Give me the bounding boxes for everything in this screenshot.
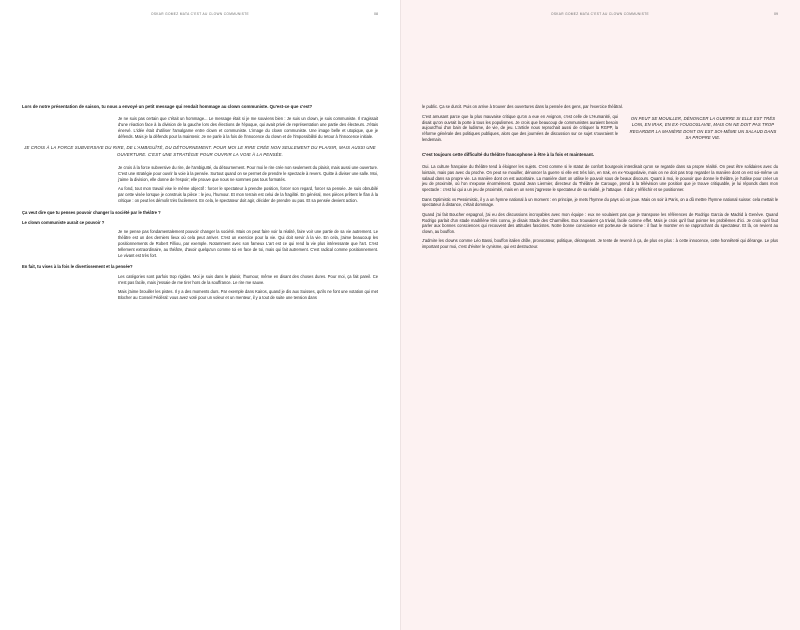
paragraph: Les catégories sont parfois trop rigides. Moi je suis dans le plaisir, l'humour, même en disant des choses dures. Pour moi, ça fait pareil. Ce n'est pas facile, mais j'essaie de me tirer hors de la souffrance. Le rire me sauve. (118, 274, 378, 286)
pull-quote-right-wrap (628, 116, 778, 142)
paragraph: Mais j'aime brouiller les pistes. Il y a des moments durs. Par exemple dans Kairos, quand je dis aux Suisses, qu'ils ne font une votation qui met Blocher au Conseil Fédéral: vous avez voté pour un voleur et un menteur, il y a tout de suite une tension dans (118, 289, 378, 301)
right-page-content (422, 104, 778, 604)
running-head-left: OSKAR GOMEZ MATA C'EST AU CLOWN COMMUNISTE (150, 12, 249, 16)
pull-quote-left: JE CROIS À LA FORCE SUBVERSIVE DU RIRE, DE L'AMBIGUÏTÉ, DU DÉTOURNEMENT. POUR MOI LE RIRE CRÉE NON SEULEMENT DU PLAISIR, MAIS AUSSI UNE OUVERTURE. C'EST UNE STRATÉGIE POUR OUVRIR LA VOIE À LA PENSÉE. (24, 145, 376, 157)
page-gutter (400, 0, 401, 630)
question-1: Lors de notre présentation de saison, tu nous a envoyé un petit message qui rendait hommage au clown communiste. Qu'est-ce que c'est? (22, 104, 313, 109)
intro-flow (422, 104, 778, 147)
right-column (422, 104, 778, 250)
folio-right: 09 (774, 12, 778, 16)
page-right (400, 0, 800, 630)
question-2: Ça veut dire que tu penses pouvoir changer la société par le théâtre ? (22, 209, 161, 215)
running-head-right: OSKAR GOMEZ MATA C'EST AU CLOWN COMMUNISTE (550, 12, 649, 16)
paragraph: C'est amusant parce que la plus mauvaise critique qu'on a eue en Avignon, c'est celle de L'Humanité, qui disait qu'on ouvrait la porte à tous les populismes. Je crois que beaucoup de communistes auraient besoin aujourd'hui d'un bain de ludisme, de vie, de jeu. L'article nous reprochait aussi de critiquer la RGPP, la réforme générale des politiques publiques, alors que des journées de discussion sur ce sujet s'ouvraient le lendemain. (422, 113, 618, 143)
paragraph: Dans Optimistic vs Pessimistic, il y a un hymne national à un moment : en principe, je mets l'hymne du pays où on joue. Mais on soir à Paris, on a dû mettre l'hymne national suisse: cela mettait le spectateur à distance, c'était dommage. (422, 196, 778, 208)
answer-4 (118, 274, 378, 301)
left-page-content (22, 104, 378, 604)
answer-2 (118, 165, 378, 203)
paragraph: le public. Ça se durcit. Puis on arrive à trouver des ouvertures dans la pensée des gens, par l'exercice théâtral. (422, 104, 623, 109)
paragraph: Quand j'ai fait Boucher espagnol, j'ai eu des discussions incroyables avec mon équipe : eux ne voulaient pas que je transpose les références de Rodrigo Garcia de Madrid à Genève. Quand Rodrigo parlait d'un stade madrilène très connu, je disais Stade des Charmilles. Eux trouvaient ça trivial, facile comme effet. Mais je crois qu'il faut pointer les problèmes d'ici. Je crois qu'il faut parler aux bonnes consciences qui recouvent des attitudes fascistes. Notre bonne conscience est porteuse de racisme : il faut le montrer en se rapprochant du spectateur. Et là, on revient au clown, au bouffon. (422, 211, 778, 235)
folio-left: 08 (374, 12, 378, 16)
paragraph: Je ne pense pas fondamentalement pouvoir changer la société. Mais on peut faire voir la réalité, faire voir une partie de sa vie autrement. Le théâtre est un des derniers lieux où cela peut arriver. C'est un exercice pour la vie. Qui doit servir à la vie. En cela, j'aime beaucoup les positionnements de Robert Filliou, par exemple. Notamment avec son fameux L'art est ce qui rend la vie plus intéressante que l'art. C'est tellement extraordinaire, au théâtre, d'avoir quelqu'un comme toi en face de toi, mais qui fait autrement. C'est radical comme positionnement. Le vivant est très fort. (118, 229, 378, 258)
left-column (22, 104, 378, 301)
question-right-1: C'est toujours cette difficulté du théâtre francophone à être à la fois et maintenant. (422, 151, 595, 157)
question-4: En fait, tu vises à la fois le divertissement et la pensée? (22, 264, 133, 270)
pull-quote-right: ON PEUT SE MOUILLER, DÉNONCER LA GUERRE SI ELLE EST TRÈS LOIN, EN IRAK, EN EX-YOUGOSLAVIE, MAIS ON NE DOIT PAS TROP REGARDER LA MANIÈRE DONT ON EST SOI-MÊME UN SALAUD DANS SA PROPRE VIE. (629, 115, 777, 140)
answer-3 (118, 229, 378, 258)
answer-1 (118, 116, 378, 139)
paragraph: Je ne suis pas certain que c'était un hommage... Le message était si je me souviens bien : Je suis un clown, je suis communiste. Il s'agissait d'une réaction face à la division de la gauche lors des élections de l'époque, qui avait privé de représentation une partie des électeurs. J'étais énervé. L'idée était d'utiliser l'amalgame entre clown et communiste. L'image du clown communiste. Une image belle et utopique, que je défends. Mais je la défends pour la maintenir. Je ne parle à la fois de l'innocence du clown et de l'impossibilité du retour à l'innocence initiale. (118, 116, 378, 139)
paragraph: J'admire les clowns comme Léo Bassi, bouffon italien drôle, provocateur, politique, dérangeant. Je tente de revenir à ça, de plus en plus : à cette innocence, cette honnêteté qui dérange. Le plus important pour moi, c'est d'éviter le cynisme, qui est destructeur. (422, 238, 778, 250)
answer-right-1 (422, 164, 778, 250)
question-3: Le clown communiste aurait ce pouvoir ? (22, 219, 105, 225)
paragraph: Oui. La culture française du théâtre tend à éloigner les sujets. C'est comme si le statut de confort bourgeois interdisait qu'on se regarde dans sa propre réalité. On peut être solidaires avec du lointain, mais pas avec du proche. On peut se mouiller, dénoncer la guerre si elle est très loin, en Irak, en ex-Yougoslavie, mais on ne doit pas trop regarder la manière dont on est soi-même un salaud dans sa propre vie. La manière dont on est autoritaire. La manière dont on utilise le pouvoir sous de beaux discours. Quant à moi, le pouvoir que donne le théâtre, je l'utilise pour créer un jeu de proximité, où l'on s'expose énormément. Quand Jean Liermier, directeur du Théâtre de Carouge, prend à la télévision une position que je trouve critiquable, je lui réponds dans mon spectacle : c'est lui qui a un jeu de proximité, mais en un sens j'agresse le spectateur de sa réalité, je l'attaque. Il doit y réfléchir et se positionner. (422, 164, 778, 193)
paragraph: Je crois à la force subversive du rire, de l'ambiguïté, du détournement. Pour moi le rire crée non seulement du plaisir, mais aussi une ouverture. C'est une stratégie pour ouvrir la voie à la pensée. Surtout quand on se permet de prendre le spectacle à revers. Quitte à diviser une salle. Moi, j'aime la division, elle donne de l'espoir; elle prouve que nous ne sommes pas tous formatés. (118, 165, 378, 182)
paragraph: Au fond, tout mon travail vise le même objectif : forcer le spectateur à prendre position, forcer son regard, forcer sa pensée. Je suis obnubilé par cette visée lorsque je construis la pièce : le jeu, l'humour. Et mon terrain est celui de la fragilité. En général, mes pièces prêtent le flan à la critique : on peut les démolir très facilement. En cela, le spectateur doit agir, décider de prendre ou pas. Et sa pensée devient action. (118, 186, 378, 203)
